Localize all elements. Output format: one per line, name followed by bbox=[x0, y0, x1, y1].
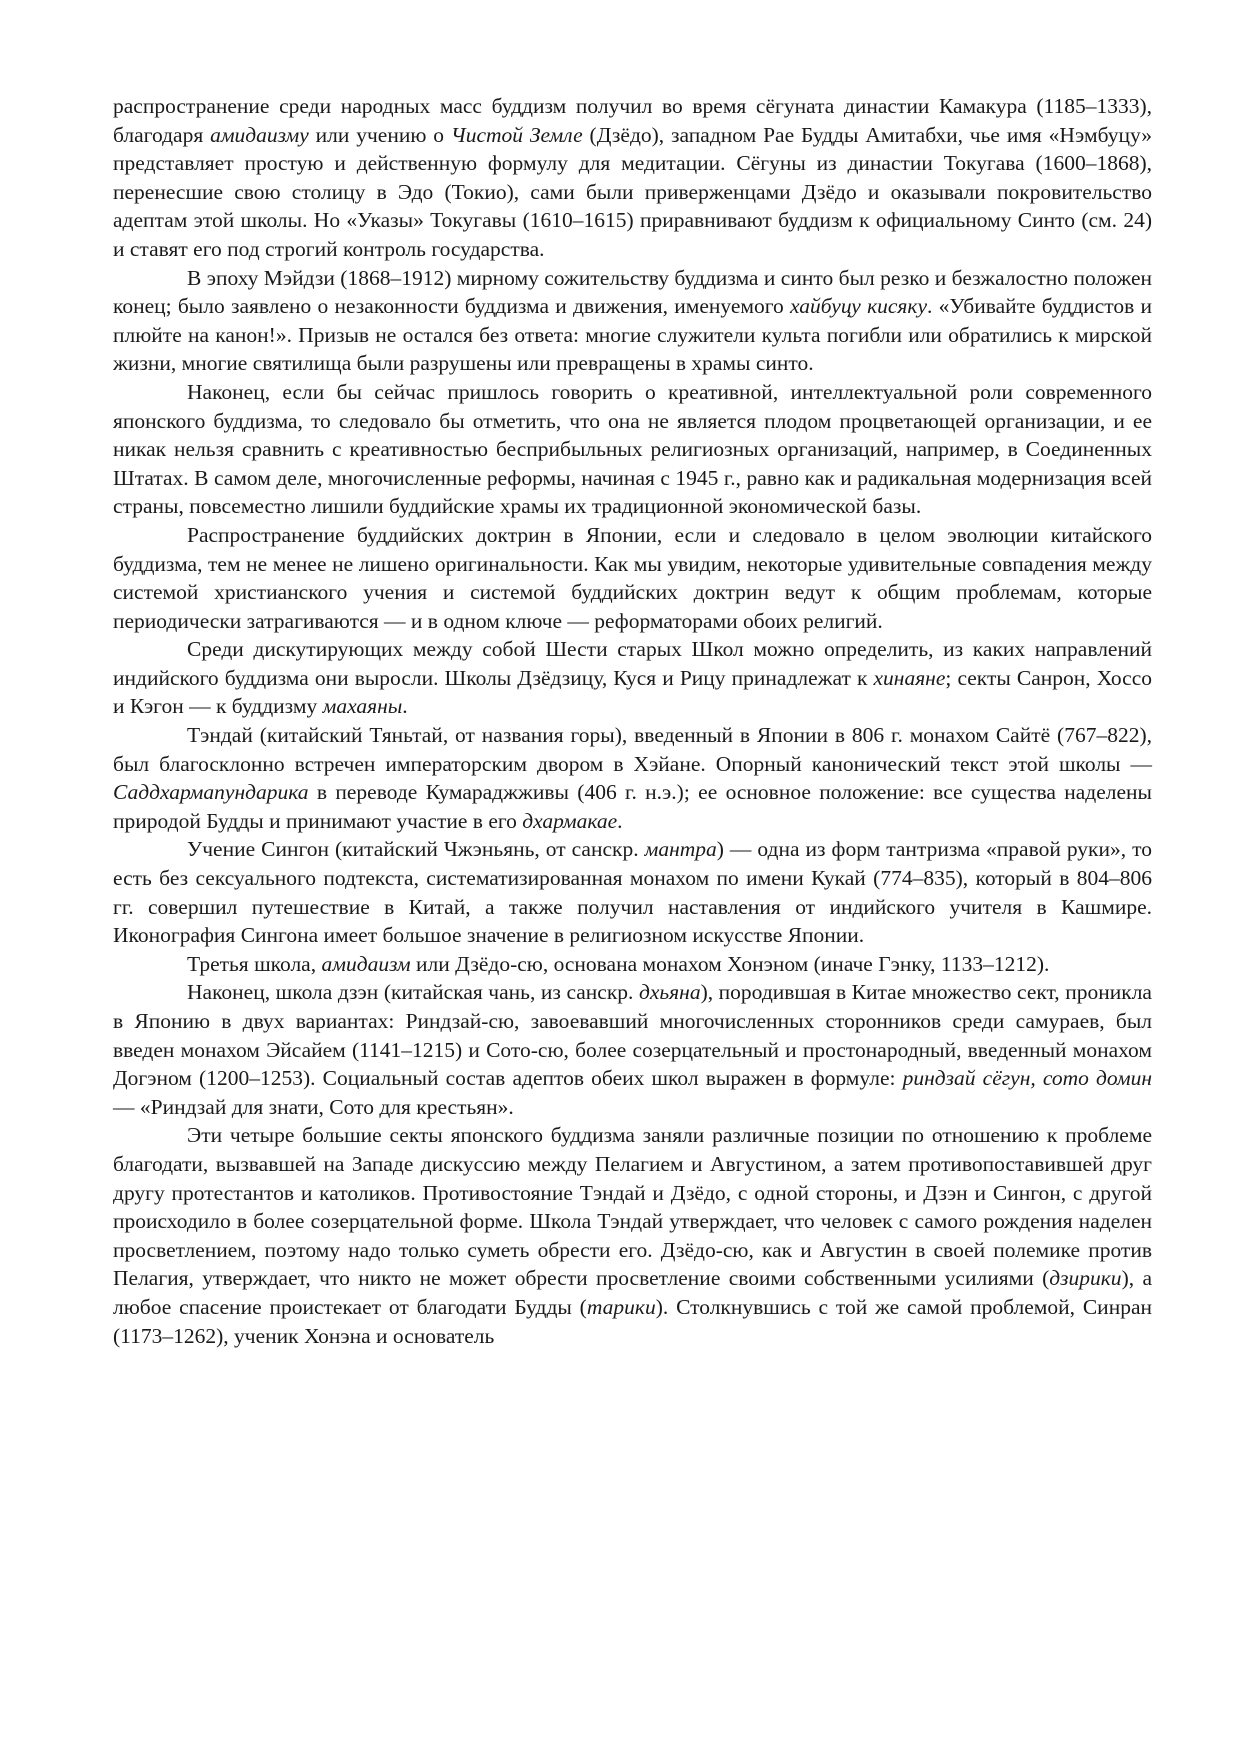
text-run: или учению о bbox=[308, 122, 451, 147]
paragraph bbox=[113, 92, 1152, 264]
text-run: . «Убивайте буддистов и плюйте на канон!». Призыв не остался без ответа: многие служители культа погибли или обратились к мирской жизни, многие святилища были разрушены или превращены в храмы синто. bbox=[113, 294, 1152, 376]
italic-term: тарики bbox=[586, 1294, 656, 1319]
text-run: Эти четыре большие секты японского буддизма заняли различные позиции по отношению к проблеме благодати, вызвавшей на Западе дискуссию между Пелагием и Августином, а затем противопоставившей друг другу протестантов и католиков. Противостояние Тэндай и Дзёдо, с одной стороны, и Дзэн и Сингон, с другой происходило в более созерцательной форме. Школа Тэндай утверждает, что человек с самого рождения наделен просветлением, поэтому надо только суметь обрести его. Дзёдо-сю, как и Августин в своей полемике против Пелагия, утверждает, что никто не может обрести просветление своими собственными усилиями ( bbox=[113, 1123, 1152, 1291]
italic-term: риндзай сёгун, сото домин bbox=[902, 1066, 1153, 1091]
italic-term: дхьяна bbox=[638, 980, 701, 1005]
paragraph bbox=[113, 721, 1152, 835]
paragraph bbox=[113, 378, 1152, 521]
text-run: Распространение буддийских доктрин в Японии, если и следовало в целом эволюции китайского буддизма, тем не менее не лишено оригинальности. Как мы увидим, некоторые удивительные совпадения между системой христианского учения и системой буддийских доктрин ведут к общим проблемам, которые периодически затрагиваются — и в одном ключе — реформаторами обоих религий. bbox=[113, 522, 1152, 633]
paragraph bbox=[113, 264, 1152, 378]
text-run: в переводе Кумараджживы (406 г. н.э.); ее основное положение: все существа наделены природой Будды и принимают участие в его bbox=[113, 780, 1152, 833]
italic-term: махаяны bbox=[322, 694, 403, 719]
text-run: . bbox=[402, 694, 408, 719]
text-run: . bbox=[617, 808, 623, 833]
text-run: ), а любое спасение проистекает от благодати Будды ( bbox=[113, 1266, 1153, 1319]
paragraph bbox=[113, 835, 1152, 949]
paragraph bbox=[113, 950, 1152, 979]
text-run: Учение Сингон (китайский Чжэньянь, от санскр. bbox=[187, 837, 645, 862]
italic-term: хинаяне bbox=[873, 665, 946, 690]
text-run: распространение среди народных масс буддизм получил во время сёгуната династии Камакура (1185–1333), благодаря bbox=[113, 94, 1152, 147]
document-page bbox=[113, 92, 1152, 1350]
text-run: В эпоху Мэйдзи (1868–1912) мирному сожительству буддизма и синто был резко и безжалостно положен конец; было заявлено о незаконности буддизма и движения, именуемого bbox=[113, 265, 1152, 319]
italic-term: амидаизму bbox=[210, 122, 309, 147]
text-run: (Дзёдо), западном Рае Будды Амитабхи, чье имя «Нэмбуцу» представляет простую и действенную формулу для медитации. Сёгуны из династии Токугава (1600–1868), перенесшие свою столицу в Эдо (Токио), сами были приверженцами Дзёдо и оказывали покровительство адептам этой школы. Но «Указы» Токугавы (1610–1615) приравнивают буддизм к официальному Синто (см. 24) и ставят его под строгий контроль государства. bbox=[113, 122, 1153, 261]
italic-term: Чистой Земле bbox=[450, 122, 583, 147]
text-run: ) — одна из форм тантризма «правой руки», то есть без сексуального подтекста, систематизированная монахом по имени Кукай (774–835), который в 804–806 гг. совершил путешествие в Китай, а также получил наставления от индийского учителя в Кашмире. Иконография Сингона имеет большое значение в религиозном искусстве Японии. bbox=[113, 837, 1152, 948]
text-run: ), породившая в Китае множество сект, проникла в Японию в двух вариантах: Риндзай-сю, завоевавший многочисленных сторонников среди самураев, был введен монахом Эйсайем (1141–1215) и Сото-сю, более созерцательный и простонародный, введенный монахом Догэном (1200–1253). Социальный состав адептов обеих школ выражен в формуле: bbox=[113, 980, 1152, 1091]
text-run: или Дзёдо-сю, основана монахом Хонэном (иначе Гэнку, 1133–1212). bbox=[410, 951, 1050, 976]
text-run: Наконец, если бы сейчас пришлось говорить о креативной, интеллектуальной роли современного японского буддизма, то следовало бы отметить, что она не является плодом процветающей организации, и ее никак нельзя сравнить с креативностью бесприбыльных религиозных организаций, например, в Соединенных Штатах. В самом деле, многочисленные реформы, начиная с 1945 г., равно как и радикальная модернизация всей страны, повсеместно лишили буддийские храмы их традиционной экономической базы. bbox=[113, 379, 1152, 519]
paragraph bbox=[113, 978, 1152, 1121]
text-run: ; секты Санрон, Хоссо и Кэгон — к буддизму bbox=[113, 665, 1153, 719]
italic-term: Саддхармапундарика bbox=[113, 780, 309, 805]
text-run: — «Риндзай для знати, Сото для крестьян». bbox=[113, 1094, 514, 1119]
paragraph bbox=[113, 1121, 1152, 1350]
italic-term: амидаизм bbox=[321, 951, 411, 976]
text-run: Тэндай (китайский Тяньтай, от названия горы), введенный в Японии в 806 г. монахом Сайтё (767–822), был благосклонно встречен императорским двором в Хэйане. Опорный канонический текст этой школы — bbox=[113, 723, 1152, 776]
italic-term: хайбуцу кисяку bbox=[790, 294, 928, 319]
text-run: Среди дискутирующих между собой Шести старых Школ можно определить, из каких направлений индийского буддизма они выросли. Школы Дзёдзицу, Куся и Рицу принадлежат к bbox=[113, 637, 1152, 690]
text-run: Наконец, школа дзэн (китайская чань, из санскр. bbox=[187, 980, 639, 1005]
italic-term: дхармакае bbox=[522, 808, 618, 833]
italic-term: дзирики bbox=[1049, 1266, 1122, 1291]
paragraph bbox=[113, 521, 1152, 635]
italic-term: мантра bbox=[644, 837, 717, 862]
text-run: ). Столкнувшись с той же самой проблемой, Синран (1173–1262), ученик Хонэна и основатель bbox=[113, 1294, 1152, 1348]
paragraph bbox=[113, 635, 1152, 721]
text-run: Третья школа, bbox=[187, 951, 322, 976]
